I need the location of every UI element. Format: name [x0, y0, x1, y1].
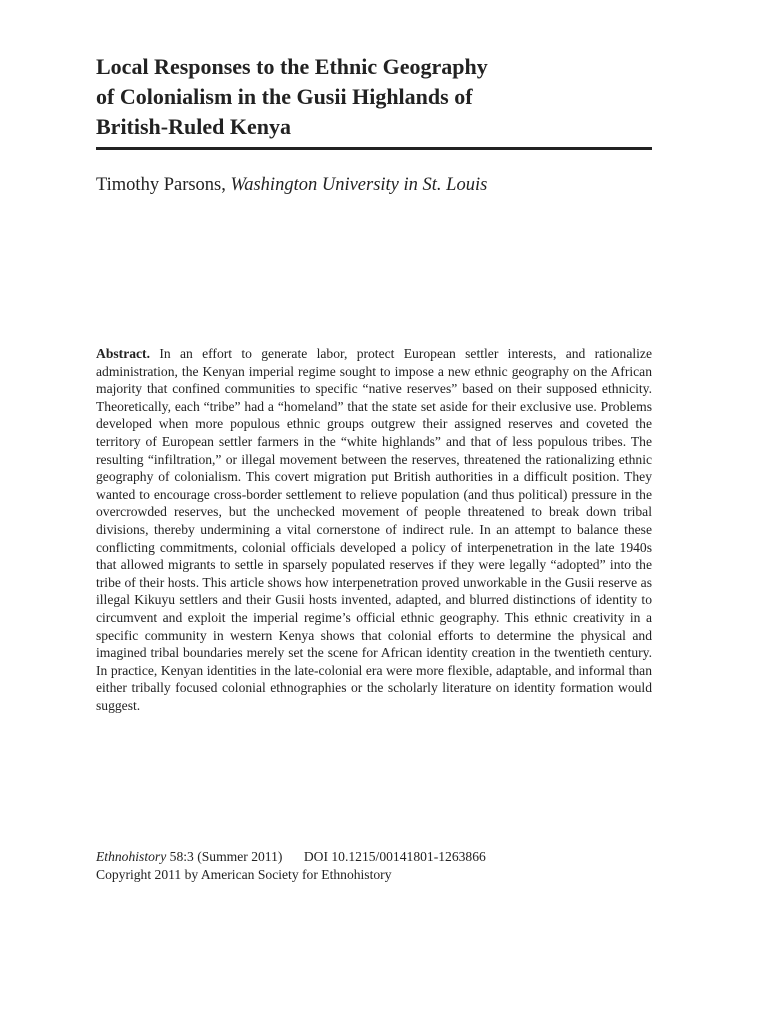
- title-rule: [96, 147, 652, 150]
- abstract: [96, 345, 652, 714]
- title-line: of Colonialism in the Gusii Highlands of: [96, 84, 473, 109]
- author-name: Timothy Parsons,: [96, 175, 226, 195]
- journal-name: Ethnohistory: [96, 849, 167, 864]
- abstract-label: Abstract.: [96, 346, 150, 361]
- copyright-notice: Copyright 2011 by American Society for Ethnohistory: [96, 866, 392, 882]
- doi: DOI 10.1215/00141801-1263866: [303, 849, 486, 864]
- title-line: British-Ruled Kenya: [96, 114, 291, 139]
- article-first-page: [96, 0, 652, 1024]
- title-line: Local Responses to the Ethnic Geography: [96, 54, 488, 79]
- journal-issue: 58:3 (Summer 2011): [169, 849, 283, 864]
- abstract-text: In an effort to generate labor, protect European settler interests, and rationalize administration, the Kenyan imperial regime sought to impose a new ethnic geography on the African majority that confined communities to specific “native reserves” based on their supposed ethnicity. Theoretically, each “tribe” had a “homeland” that the state set aside for their exclusive use. Problems developed when more populous ethnic groups outgrew their assigned reserves and coveted the territory of European settler farmers in the “white highlands” and that of less populous tribes. The resulting “infiltration,” or illegal movement between the reserves, threatened the rationalizing ethnic geography of colonialism. This covert migration put British authorities in a difficult position. They wanted to encourage cross-border settlement to relieve population (and thus political) pressure in the overcrowded reserves, but the unchecked movement of people threatened to break down tribal divisions, thereby undermining a vital cornerstone of indirect rule. In an attempt to balance these conflicting commitments, colonial officials developed a policy of interpenetration in the late 1940s that allowed migrants to settle in sparsely populated reserves if they were legally “adopted” into the tribe of their hosts. This article shows how interpenetration proved unworkable in the Gusii reserve as illegal Kikuyu settlers and their Gusii hosts invented, adapted, and blurred distinctions of identity to circumvent and exploit the imperial regime’s official ethnic geography. This ethnic creativity in a specific community in western Kenya shows that colonial efforts to determine the physical and imagined tribal boundaries merely set the scene for African identity creation in the twentieth century. In practice, Kenyan identities in the late-colonial era were more flexible, adaptable, and informal than either tribally focused colonial ethnographies or the scholarly literature on identity formation would suggest.: [96, 346, 652, 713]
- publication-info: [96, 848, 652, 883]
- citation-line: [96, 848, 652, 866]
- author-affiliation: Washington University in St. Louis: [230, 175, 488, 195]
- article-title: [96, 52, 652, 142]
- byline: [96, 172, 652, 198]
